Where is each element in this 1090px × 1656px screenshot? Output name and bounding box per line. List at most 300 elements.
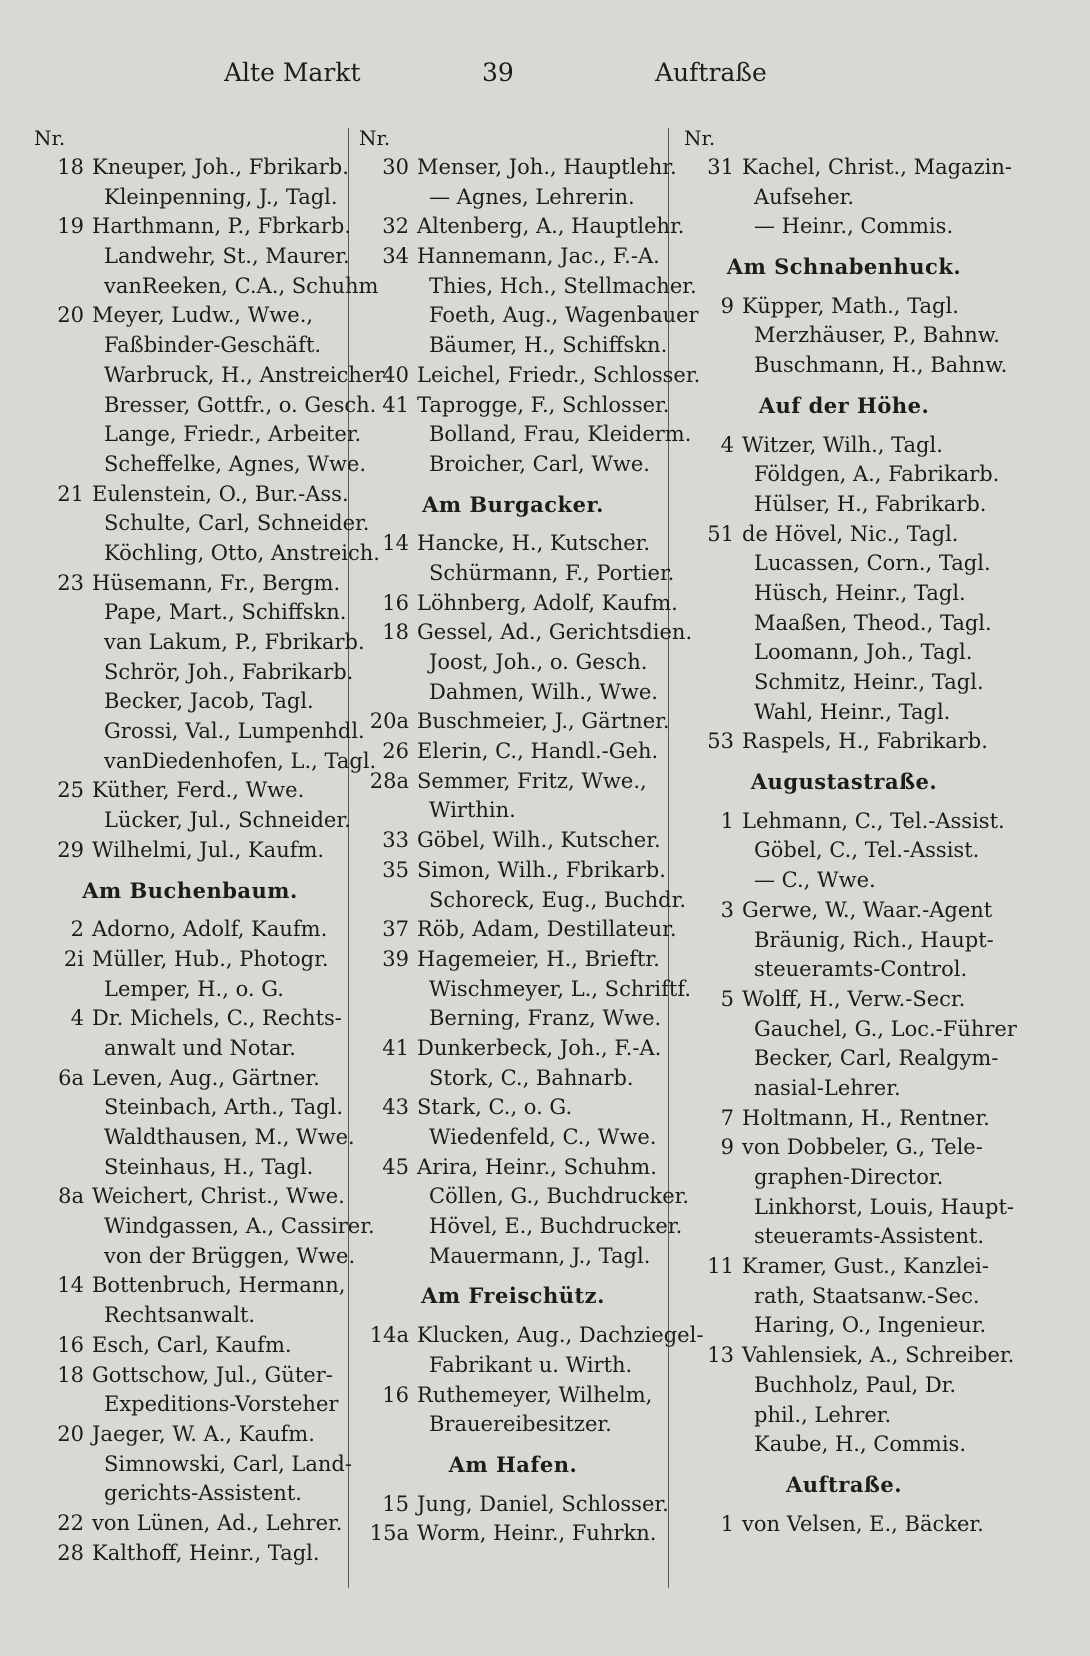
column-3	[684, 124, 1017, 1539]
house-number	[359, 648, 417, 678]
resident-text: Cöllen, G., Buchdrucker.	[429, 1184, 690, 1209]
house-number	[684, 183, 742, 213]
house-number	[34, 539, 92, 569]
resident-continuation	[359, 1123, 667, 1153]
column-divider	[348, 128, 349, 1588]
resident-entry	[34, 212, 352, 242]
resident-text: Scheffelke, Agnes, Wwe.	[104, 451, 367, 476]
resident-text: Göbel, Wilh., Kutscher.	[417, 828, 661, 853]
house-number: 8a	[58, 1184, 84, 1209]
house-number	[34, 1212, 92, 1242]
resident-text: Fabrikant u. Wirth.	[429, 1352, 633, 1377]
house-number: 33	[382, 828, 409, 853]
house-number	[684, 1222, 742, 1252]
resident-text: Lange, Friedr., Arbeiter.	[104, 422, 362, 447]
resident-continuation	[684, 955, 1004, 985]
resident-continuation	[359, 1410, 667, 1440]
resident-text: Dunkerbeck, Joh., F.-A.	[417, 1035, 662, 1060]
resident-entry	[359, 945, 667, 975]
house-number: 35	[382, 857, 409, 882]
resident-text: Landwehr, St., Maurer.	[104, 244, 350, 269]
house-number	[34, 1123, 92, 1153]
nr-label: Nr.	[34, 126, 66, 150]
resident-text: Dr. Michels, C., Rechts-	[92, 1006, 342, 1031]
resident-entry	[359, 361, 701, 391]
resident-entry	[34, 1539, 346, 1569]
house-number	[34, 747, 92, 777]
resident-text: Kaube, H., Commis.	[754, 1432, 966, 1457]
resident-text: Hövel, E., Buchdrucker.	[429, 1214, 683, 1239]
resident-text: Grossi, Val., Lumpenhdl.	[104, 719, 365, 744]
resident-text: Witzer, Wilh., Tagl.	[742, 432, 943, 457]
house-number: 31	[707, 155, 734, 179]
house-number	[684, 549, 742, 579]
house-number	[34, 391, 92, 421]
house-number	[34, 509, 92, 539]
resident-text: vanReeken, C.A., Schuhm	[104, 273, 379, 298]
resident-continuation	[684, 866, 1004, 896]
resident-text: Rechtsanwalt.	[104, 1303, 256, 1328]
resident-text: Göbel, C., Tel.-Assist.	[754, 838, 980, 863]
resident-entry	[359, 767, 667, 797]
resident-text: Esch, Carl, Kaufm.	[92, 1332, 292, 1357]
resident-text: vanDiedenhofen, L., Tagl.	[104, 748, 377, 773]
resident-continuation	[684, 1074, 1004, 1104]
resident-entry	[359, 856, 667, 886]
resident-text: Lücker, Jul., Schneider.	[104, 808, 351, 833]
house-number	[684, 460, 742, 490]
resident-continuation	[359, 1182, 690, 1212]
resident-text: Becker, Jacob, Tagl.	[104, 689, 314, 714]
house-number: 20	[57, 1421, 84, 1446]
resident-continuation	[684, 1371, 1004, 1401]
house-number	[684, 836, 742, 866]
house-number	[34, 1390, 92, 1420]
house-number	[359, 975, 417, 1005]
resident-continuation	[359, 301, 699, 331]
house-number: 20	[57, 303, 84, 328]
house-number: 41	[382, 1035, 409, 1060]
resident-text: Hancke, H., Kutscher.	[417, 531, 651, 556]
resident-text: Adorno, Adolf, Kaufm.	[92, 917, 328, 942]
resident-text: Buchholz, Paul, Dr.	[754, 1372, 957, 1397]
house-number: 23	[57, 570, 84, 595]
resident-continuation	[684, 1222, 1004, 1252]
resident-text: Schrör, Joh., Fabrikarb.	[104, 659, 354, 684]
resident-text: Hagemeier, H., Brieftr.	[417, 946, 660, 971]
resident-text: von Lünen, Ad., Lehrer.	[92, 1510, 343, 1535]
house-number: 21	[57, 481, 84, 506]
resident-continuation	[34, 450, 367, 480]
resident-text: Wilhelmi, Jul., Kaufm.	[92, 837, 325, 862]
resident-entry	[34, 1420, 346, 1450]
house-number	[34, 1093, 92, 1123]
nr-label: Nr.	[684, 126, 716, 150]
resident-entry	[359, 1490, 667, 1520]
resident-text: Schmitz, Heinr., Tagl.	[754, 670, 984, 694]
resident-text: Joost, Joh., o. Gesch.	[429, 650, 648, 674]
resident-text: Wirthin.	[429, 798, 516, 823]
resident-continuation	[34, 1242, 356, 1272]
house-number	[34, 450, 92, 480]
resident-continuation	[684, 638, 1004, 668]
house-number	[34, 658, 92, 688]
resident-text: Simnowski, Carl, Land-	[104, 1451, 352, 1476]
resident-entry	[359, 1519, 667, 1549]
resident-text: von der Brüggen, Wwe.	[104, 1243, 356, 1268]
resident-text: Ruthemeyer, Wilhelm,	[417, 1382, 653, 1407]
resident-text: Altenberg, A., Hauptlehr.	[417, 214, 685, 239]
resident-text: Klucken, Aug., Dachziegel-	[417, 1323, 704, 1348]
resident-continuation	[34, 806, 351, 836]
resident-entry	[684, 1133, 1004, 1163]
resident-entry	[34, 1331, 346, 1361]
resident-continuation	[359, 1242, 667, 1272]
resident-text: Gauchel, G., Loc.-Führer	[754, 1016, 1017, 1041]
resident-continuation	[684, 836, 1004, 866]
house-number: 20a	[369, 709, 409, 734]
resident-continuation	[684, 212, 1004, 242]
street-heading: Am Burgacker.	[422, 491, 604, 517]
resident-continuation	[359, 886, 687, 916]
resident-text: Arira, Heinr., Schuhm.	[417, 1154, 657, 1179]
resident-text: Lehmann, C., Tel.-Assist.	[742, 808, 1005, 833]
street-heading: Am Freischütz.	[421, 1283, 605, 1309]
resident-entry	[684, 985, 1004, 1015]
house-number	[34, 272, 92, 302]
resident-continuation	[34, 598, 346, 628]
house-number: 15	[382, 1491, 409, 1516]
house-number: 2i	[63, 946, 84, 971]
resident-entry	[359, 153, 677, 183]
resident-text: Leven, Aug., Gärtner.	[92, 1065, 320, 1090]
resident-continuation	[684, 698, 1004, 728]
house-number	[359, 420, 417, 450]
street-heading: Augustastraße.	[750, 769, 938, 795]
resident-entry	[684, 1341, 1015, 1371]
resident-continuation	[34, 658, 354, 688]
nr-label: Nr.	[359, 126, 391, 150]
resident-continuation	[34, 687, 346, 717]
house-number	[684, 1193, 742, 1223]
resident-continuation	[684, 1430, 1004, 1460]
column-1	[34, 124, 385, 1568]
resident-continuation	[34, 1479, 346, 1509]
resident-text: Steinhaus, H., Tagl.	[104, 1154, 314, 1179]
resident-entry	[34, 836, 346, 866]
house-number	[684, 1401, 742, 1431]
resident-text: Linkhorst, Louis, Haupt-	[754, 1194, 1014, 1219]
resident-continuation	[684, 1193, 1014, 1223]
resident-entry	[34, 1361, 346, 1391]
house-number	[359, 886, 417, 916]
house-number: 14	[382, 531, 409, 556]
resident-continuation	[359, 1212, 683, 1242]
page-number: 39	[482, 58, 514, 87]
resident-continuation	[684, 1311, 1004, 1341]
resident-text: Jaeger, W. A., Kaufm.	[92, 1421, 315, 1446]
resident-text: Leichel, Friedr., Schlosser.	[417, 362, 701, 387]
running-head-right: Auftraße	[655, 58, 767, 87]
resident-text: Müller, Hub., Photogr.	[92, 946, 329, 971]
resident-continuation	[34, 272, 379, 302]
resident-text: Löhnberg, Adolf, Kaufm.	[417, 590, 678, 615]
house-number	[34, 806, 92, 836]
resident-continuation	[359, 796, 667, 826]
resident-continuation	[34, 628, 365, 658]
resident-text: von Velsen, E., Bäcker.	[742, 1511, 984, 1536]
house-number	[684, 212, 742, 242]
resident-text: Buschmann, H., Bahnw.	[754, 353, 1008, 378]
house-number: 41	[382, 392, 409, 417]
resident-text: Bäumer, H., Schiffskn.	[429, 333, 668, 358]
resident-entry	[359, 1093, 667, 1123]
resident-text: Kalthoff, Heinr., Tagl.	[92, 1540, 320, 1565]
resident-text: phil., Lehrer.	[754, 1402, 892, 1427]
resident-entry	[684, 292, 1004, 322]
house-number	[684, 638, 742, 668]
resident-text: Loomann, Joh., Tagl.	[754, 640, 973, 665]
resident-continuation	[684, 1282, 1004, 1312]
resident-text: Bräunig, Rich., Haupt-	[754, 927, 994, 952]
house-number	[359, 331, 417, 361]
house-number	[34, 420, 92, 450]
house-number: 19	[57, 214, 84, 239]
resident-text: Wischmeyer, L., Schriftf.	[429, 976, 692, 1001]
resident-text: Waldthausen, M., Wwe.	[104, 1125, 355, 1149]
resident-entry	[34, 1004, 346, 1034]
house-number: 37	[382, 917, 409, 942]
resident-entry	[684, 431, 1004, 461]
resident-text: Pape, Mart., Schiffskn.	[104, 600, 347, 625]
resident-text: Vahlensiek, A., Schreiber.	[742, 1343, 1015, 1368]
resident-entry	[34, 1064, 346, 1094]
resident-text: steueramts-Control.	[754, 957, 968, 982]
resident-entry	[34, 1182, 346, 1212]
resident-text: Bolland, Frau, Kleiderm.	[429, 422, 692, 447]
house-number: 30	[382, 155, 409, 179]
resident-text: Schulte, Carl, Schneider.	[104, 511, 370, 536]
resident-text: Röb, Adam, Destillateur.	[417, 917, 677, 942]
resident-continuation	[34, 242, 350, 272]
house-number: 22	[57, 1510, 84, 1535]
street-heading: Am Hafen.	[448, 1451, 578, 1477]
resident-text: Kleinpenning, J., Tagl.	[104, 184, 338, 209]
house-number: 4	[70, 1006, 84, 1031]
house-number: 3	[720, 897, 734, 922]
house-number	[684, 955, 742, 985]
house-number: 16	[57, 1332, 84, 1357]
street-heading: Am Schnabenhuck.	[726, 254, 962, 280]
resident-entry	[359, 529, 667, 559]
house-number: 2	[70, 917, 84, 942]
resident-continuation	[684, 579, 1004, 609]
resident-continuation	[34, 1093, 346, 1123]
house-number	[684, 698, 742, 728]
resident-text: von Dobbeler, G., Tele-	[742, 1135, 983, 1160]
house-number: 29	[57, 837, 84, 862]
resident-text: Schoreck, Eug., Buchdr.	[429, 887, 687, 912]
house-number	[684, 1074, 742, 1104]
resident-entry	[34, 1271, 346, 1301]
resident-text: — C., Wwe.	[754, 868, 876, 893]
resident-text: Elerin, C., Handl.-Geh.	[417, 739, 659, 764]
resident-entry	[34, 153, 349, 183]
resident-text: Becker, Carl, Realgym-	[754, 1046, 999, 1071]
house-number	[684, 351, 742, 381]
resident-entry	[34, 945, 346, 975]
resident-text: anwalt und Notar.	[104, 1035, 296, 1060]
resident-text: Jung, Daniel, Schlosser.	[417, 1491, 669, 1516]
resident-continuation	[34, 509, 370, 539]
house-number: 16	[382, 590, 409, 615]
resident-continuation	[684, 1163, 1004, 1193]
resident-continuation	[359, 559, 675, 589]
resident-text: Merzhäuser, P., Bahnw.	[754, 323, 1000, 348]
house-number	[34, 687, 92, 717]
house-number: 15a	[369, 1521, 409, 1546]
resident-continuation	[34, 1212, 375, 1242]
house-number	[684, 866, 742, 896]
resident-continuation	[34, 1301, 346, 1331]
resident-entry	[34, 776, 346, 806]
resident-text: Földgen, A., Fabrikarb.	[754, 462, 1000, 487]
house-number: 18	[382, 620, 409, 645]
house-number	[34, 1450, 92, 1480]
resident-entry	[34, 480, 349, 510]
resident-entry	[684, 896, 1004, 926]
resident-continuation	[34, 975, 346, 1005]
house-number: 14	[57, 1273, 84, 1298]
house-number	[684, 926, 742, 956]
resident-entry	[684, 1252, 1004, 1282]
house-number	[34, 1034, 92, 1064]
resident-continuation	[359, 678, 667, 708]
resident-entry	[34, 301, 346, 331]
house-number	[359, 1182, 417, 1212]
resident-continuation	[359, 1064, 667, 1094]
resident-text: Gerwe, W., Waar.-Agent	[742, 897, 993, 922]
resident-entry	[359, 589, 678, 619]
resident-continuation	[359, 1351, 667, 1381]
resident-continuation	[34, 1450, 352, 1480]
resident-text: Expeditions-Vorsteher	[104, 1392, 339, 1417]
resident-continuation	[359, 648, 667, 678]
column-divider	[668, 128, 669, 1588]
resident-text: Bresser, Gottfr., o. Gesch.	[104, 392, 377, 417]
street-heading: Auftraße.	[785, 1471, 903, 1497]
house-number	[359, 1064, 417, 1094]
house-number	[34, 1242, 92, 1272]
resident-continuation	[684, 351, 1008, 381]
house-number	[359, 301, 417, 331]
house-number	[34, 1153, 92, 1183]
house-number: 14a	[369, 1323, 409, 1348]
resident-text: Wahl, Heinr., Tagl.	[754, 699, 951, 724]
resident-continuation	[684, 460, 1004, 490]
house-number	[34, 598, 92, 628]
resident-text: Faßbinder-Geschäft.	[104, 333, 322, 358]
house-number	[359, 559, 417, 589]
house-number: 28a	[369, 768, 409, 793]
resident-text: Worm, Heinr., Fuhrkn.	[417, 1521, 657, 1546]
resident-continuation	[34, 1390, 346, 1420]
house-number: 18	[57, 1362, 84, 1387]
house-number	[34, 1479, 92, 1509]
resident-continuation	[34, 717, 365, 747]
resident-text: Hannemann, Jac., F.-A.	[417, 244, 660, 269]
house-number	[359, 1242, 417, 1272]
resident-entry	[359, 242, 667, 272]
resident-entry	[684, 520, 1004, 550]
resident-text: Wiedenfeld, C., Wwe.	[429, 1125, 657, 1149]
house-number	[684, 609, 742, 639]
resident-text: Weichert, Christ., Wwe.	[92, 1184, 345, 1209]
resident-text: Dahmen, Wilh., Wwe.	[429, 679, 658, 704]
resident-continuation	[34, 1123, 355, 1153]
resident-entry	[359, 1381, 667, 1411]
resident-text: Mauermann, J., Tagl.	[429, 1243, 651, 1268]
street-heading: Auf der Höhe.	[758, 392, 930, 418]
resident-text: — Agnes, Lehrerin.	[429, 184, 635, 209]
resident-entry	[34, 915, 346, 945]
resident-text: Lucassen, Corn., Tagl.	[754, 551, 991, 576]
resident-text: Köchling, Otto, Anstreich.	[104, 540, 380, 565]
resident-entry	[684, 807, 1004, 837]
resident-entry	[359, 1321, 704, 1351]
house-number: 5	[720, 986, 734, 1011]
resident-entry	[359, 618, 693, 648]
house-number: 25	[57, 778, 84, 803]
resident-text: Haring, O., Ingenieur.	[754, 1313, 987, 1338]
resident-continuation	[684, 321, 1004, 351]
house-number	[684, 579, 742, 609]
resident-continuation	[34, 420, 362, 450]
house-number	[684, 321, 742, 351]
house-number	[359, 678, 417, 708]
resident-continuation	[359, 272, 697, 302]
resident-text: Menser, Joh., Hauptlehr.	[417, 155, 677, 179]
resident-continuation	[34, 183, 346, 213]
house-number	[34, 183, 92, 213]
resident-text: Harthmann, P., Fbrkarb.	[92, 214, 352, 239]
house-number	[359, 1410, 417, 1440]
resident-text: Simon, Wilh., Fbrikarb.	[417, 857, 666, 882]
resident-text: Kneuper, Joh., Fbrikarb.	[92, 155, 349, 179]
resident-continuation	[359, 420, 692, 450]
resident-text: Windgassen, A., Cassirer.	[104, 1214, 375, 1239]
house-number	[359, 1351, 417, 1381]
house-number	[359, 450, 417, 480]
house-number: 34	[382, 244, 409, 269]
resident-text: Aufseher.	[754, 184, 855, 209]
resident-text: Maaßen, Theod., Tagl.	[754, 610, 992, 635]
resident-entry	[359, 391, 670, 421]
house-number	[34, 331, 92, 361]
resident-text: Lemper, H., o. G.	[104, 976, 284, 1001]
resident-continuation	[684, 1015, 1017, 1045]
resident-text: Schürmann, F., Portier.	[429, 560, 675, 585]
house-number	[684, 490, 742, 520]
resident-continuation	[34, 361, 385, 391]
resident-continuation	[34, 331, 346, 361]
resident-text: Broicher, Carl, Wwe.	[429, 451, 650, 476]
house-number: 1	[720, 808, 734, 833]
resident-continuation	[684, 1044, 1004, 1074]
resident-entry	[359, 826, 667, 856]
resident-text: Kachel, Christ., Magazin-	[742, 155, 1012, 179]
house-number	[359, 1212, 417, 1242]
